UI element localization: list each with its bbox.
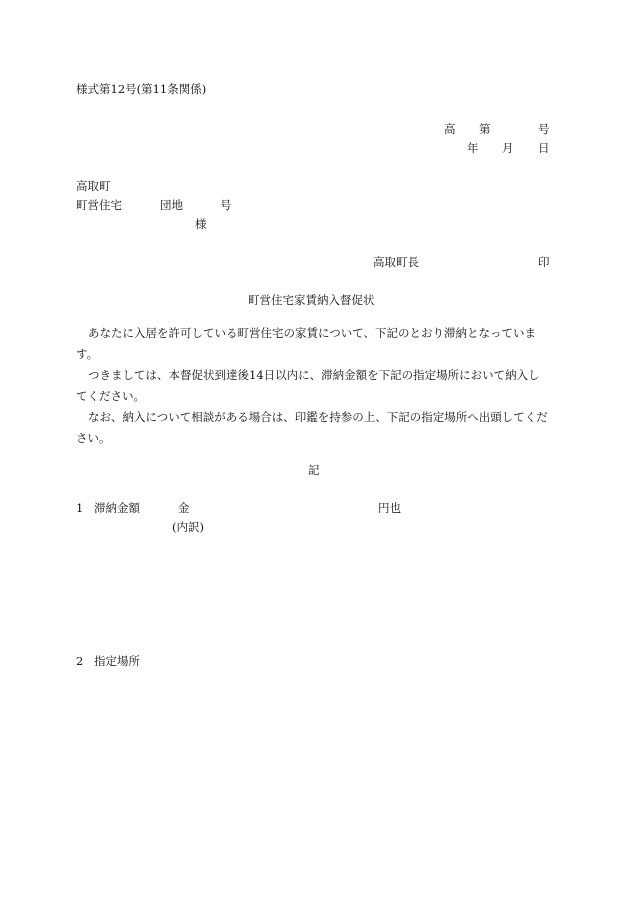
sender-seal: 印	[538, 255, 550, 269]
body-paragraph-1: あなたに入居を許可している町営住宅の家賃について、下記のとおり滞納となっています。	[76, 326, 537, 361]
item1-breakdown: (内訳)	[172, 520, 204, 534]
recipient-town: 高取町	[76, 179, 111, 193]
recipient-honorific: 様	[195, 217, 207, 231]
number-prefix: 高	[444, 122, 456, 136]
item2-label: 指定場所	[94, 654, 140, 668]
recipient-estate: 団地	[160, 198, 183, 212]
item1-label: 滞納金額	[94, 501, 140, 515]
date-month: 月	[502, 141, 514, 155]
item1-kin: 金	[178, 501, 190, 515]
form-label: 様式第12号(第11条関係)	[76, 82, 207, 96]
body-paragraph-2: つきましては、本督促状到達後14日以内に、滞納金額を下記の指定場所において納入してください。	[76, 368, 540, 403]
body-paragraph-3: なお、納入について相談がある場合は、印鑑を持参の上、下記の指定場所へ出頭してください。	[76, 410, 548, 445]
item2-number: 2	[76, 654, 84, 668]
number-suffix: 号	[538, 122, 550, 136]
document-title: 町営住宅家賃納入督促状	[248, 293, 375, 307]
recipient-number: 号	[220, 198, 232, 212]
date-year: 年	[467, 141, 479, 155]
ki-marker: 記	[308, 463, 320, 477]
recipient-housing: 町営住宅	[76, 198, 122, 212]
item1-yen: 円也	[378, 501, 401, 515]
date-day: 日	[538, 141, 550, 155]
sender-title: 高取町長	[373, 255, 419, 269]
item1-number: 1	[76, 501, 84, 515]
number-mid: 第	[479, 122, 491, 136]
